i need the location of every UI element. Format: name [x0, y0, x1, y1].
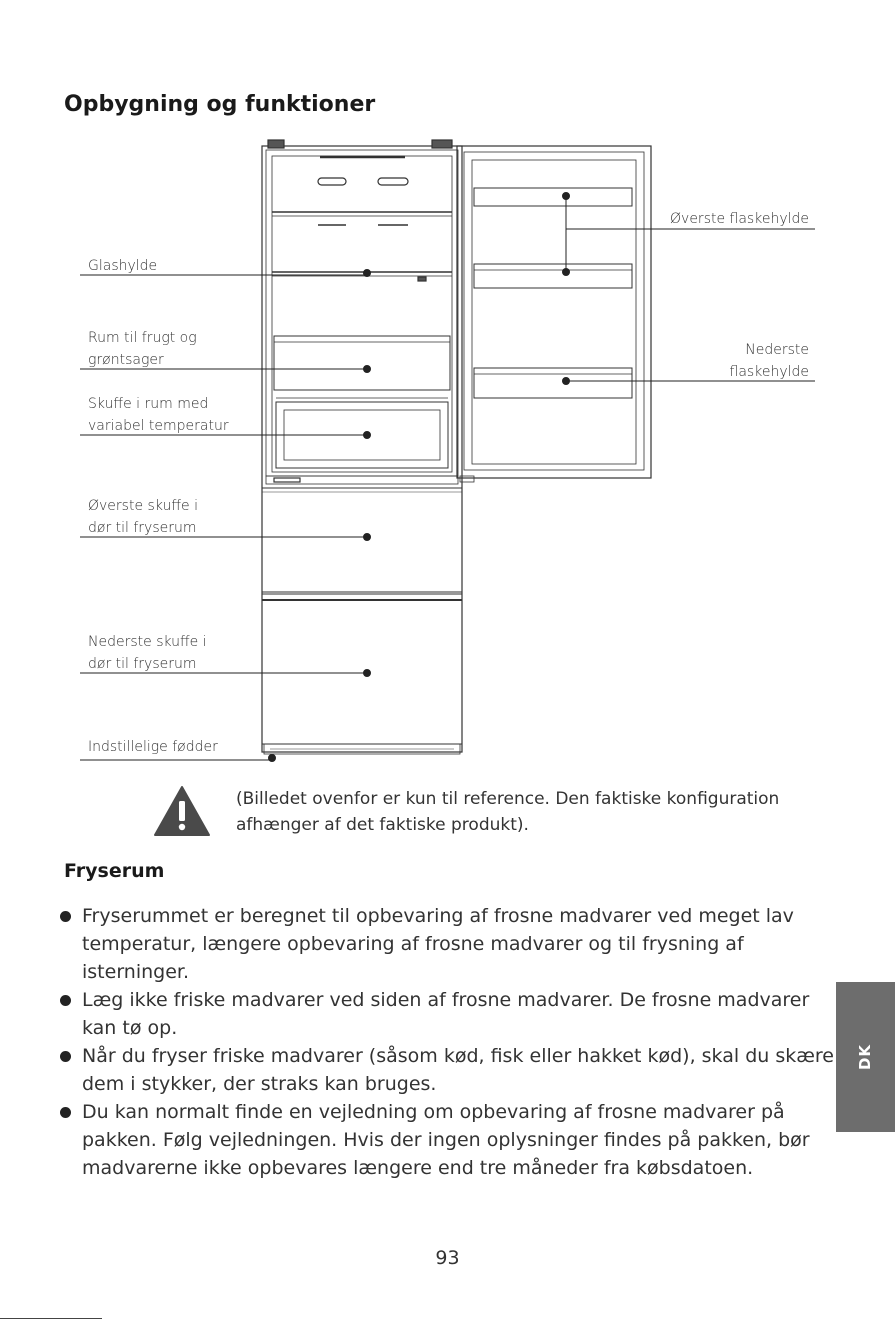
warning-triangle-icon	[153, 785, 211, 837]
label-line: Skuffe i rum med	[88, 396, 209, 412]
section-title: Fryserum	[64, 860, 165, 882]
label-adjustable-feet: Indstillelige fødder	[88, 739, 218, 755]
label-line: dør til fryserum	[88, 520, 197, 536]
label-line: Øverste skuffe i	[88, 498, 198, 514]
note-line: afhænger af det faktiske produkt).	[236, 815, 529, 835]
reference-note	[236, 786, 779, 838]
label-lower-freezer-drawer	[88, 631, 207, 675]
label-line: variabel temperatur	[88, 418, 229, 434]
label-fruit-veg-compartment	[88, 327, 197, 371]
label-lower-bottle-shelf	[730, 339, 809, 383]
language-side-tab	[836, 982, 895, 1132]
freezer-bullet-list	[58, 902, 848, 1182]
label-line: Nederste skuffe i	[88, 634, 207, 650]
label-upper-freezer-drawer	[88, 495, 198, 539]
list-item: Læg ikke friske madvarer ved siden af frosne madvarer. De frosne madvarer kan tø op.	[58, 986, 848, 1042]
label-variable-temp-drawer	[88, 393, 229, 437]
label-line: Rum til frugt og	[88, 330, 197, 346]
page-heading: Opbygning og funktioner	[64, 92, 376, 117]
list-item: Når du fryser friske madvarer (såsom kød, fisk eller hakket kød), skal du skære dem i stykker, der straks kan bruges.	[58, 1042, 848, 1098]
label-line: dør til fryserum	[88, 656, 197, 672]
label-line: flaskehylde	[729, 364, 809, 380]
label-glass-shelf: Glashylde	[88, 258, 158, 274]
list-item: Du kan normalt finde en vejledning om opbevaring af frosne madvarer på pakken. Følg vejledningen. Hvis der ingen oplysninger findes på pakken, bør madvarerne ikke opbevares længere end tre måneder fra købsdatoen.	[58, 1098, 848, 1182]
page-number: 93	[435, 1247, 460, 1269]
note-line: (Billedet ovenfor er kun til reference. Den faktiske konfiguration	[236, 789, 780, 809]
footer-divider	[0, 1318, 102, 1319]
label-upper-bottle-shelf: Øverste flaskehylde	[670, 211, 809, 227]
label-line: Nederste	[745, 342, 809, 358]
label-line: grøntsager	[88, 352, 164, 368]
list-item: Fryserummet er beregnet til opbevaring af frosne madvarer ved meget lav temperatur, længere opbevaring af frosne madvarer og til frysning af isterninger.	[58, 902, 848, 986]
language-code: DK	[856, 1043, 875, 1071]
